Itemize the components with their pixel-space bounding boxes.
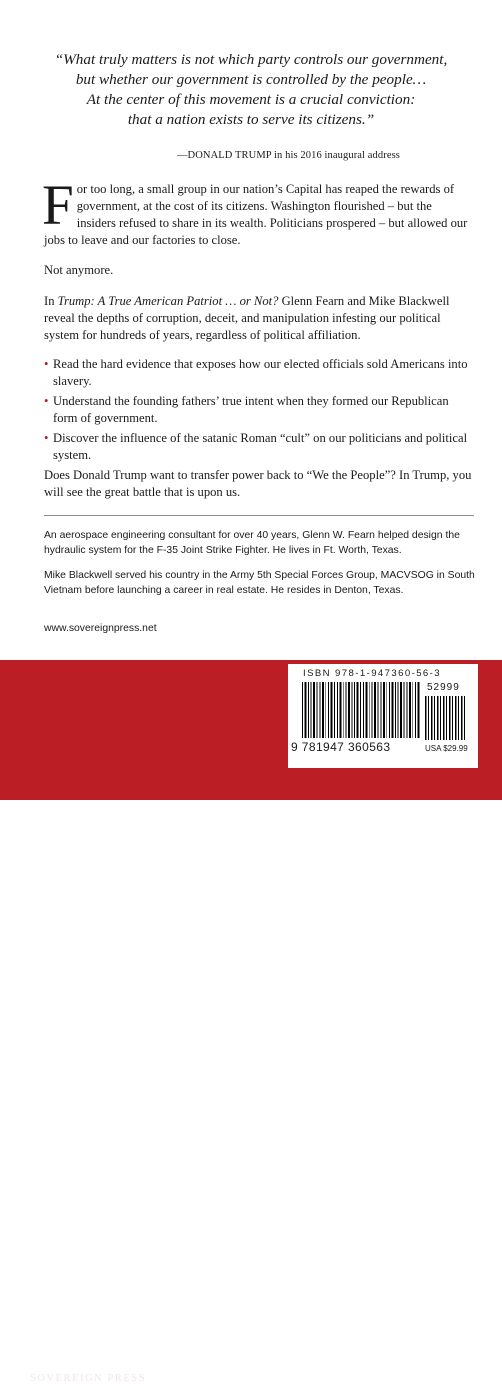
book-description-paragraph [44, 293, 474, 344]
closing-paragraph: Does Donald Trump want to transfer power back to “We the People”? In Trump, you will see the great battle that is upon us. [44, 468, 472, 499]
quote-line: “What truly matters is not which party controls our government, [54, 51, 448, 68]
book-description: Glenn Fearn and Mike Blackwell reveal the depths of corruption, deceit, and manipulation infesting our political system for hundreds of years, regardless of political affiliation. [44, 294, 450, 342]
bullet-icon: • [44, 431, 49, 445]
list-item: • Read the hard evidence that exposes how our elected officials sold Americans into slavery. [44, 357, 468, 388]
author-bio-fearn: An aerospace engineering consultant for over 40 years, Glenn W. Fearn helped design the hydraulic system for the F-35 Joint Strike Fighter. He lives in Ft. Worth, Texas. [44, 530, 460, 556]
not-anymore-paragraph: Not anymore. [44, 263, 114, 277]
bullet-icon: • [44, 357, 49, 371]
addon-barcode-icon [425, 696, 465, 740]
isbn-label: ISBN 978-1-947360-56-3 [303, 668, 441, 679]
epigraph-quote [30, 50, 472, 130]
book-lead: In [44, 294, 58, 308]
quote-line: that a nation exists to serve its citizens.” [127, 111, 375, 128]
barcode-box [288, 664, 478, 768]
price-code: 52999 [427, 682, 460, 693]
quote-line: but whether our government is controlled by the people… [75, 71, 427, 88]
quote-attribution: —DONALD TRUMP in his 2016 inaugural address [176, 150, 400, 161]
intro-paragraph [42, 174, 474, 249]
barcode-icon [302, 682, 420, 738]
barcode-number: 9 781947 360563 [291, 740, 391, 754]
book-title: Trump: A True American Patriot … or Not? [57, 294, 279, 308]
intro-text: or too long, a small group in our nation’s Capital has reaped the rewards of government, at the cost of its citizens. Washington flourished – but the insiders refused to share in its wealth. Politicians prospered – but allowed our jobs to leave and our factories to close. [44, 182, 468, 247]
divider [44, 515, 474, 516]
bullet-list [44, 356, 474, 467]
publisher-name: SOVEREIGN PRESS [30, 1373, 147, 1384]
list-item: • Understand the founding fathers’ true intent when they formed our Republican form of government. [44, 394, 449, 425]
drop-cap: F [42, 174, 74, 237]
quote-line: At the center of this movement is a crucial conviction: [86, 91, 416, 108]
list-item: • Discover the influence of the satanic Roman “cult” on our politicians and political system. [44, 431, 468, 462]
author-bio-blackwell: Mike Blackwell served his country in the Army 5th Special Forces Group, MACVSOG in South Vietnam before launching a career in real estate. He resides in Denton, Texas. [44, 570, 475, 596]
bullet-icon: • [44, 394, 49, 408]
publisher-website: www.sovereignpress.net [44, 623, 157, 634]
price-label: USA $29.99 [425, 744, 468, 753]
